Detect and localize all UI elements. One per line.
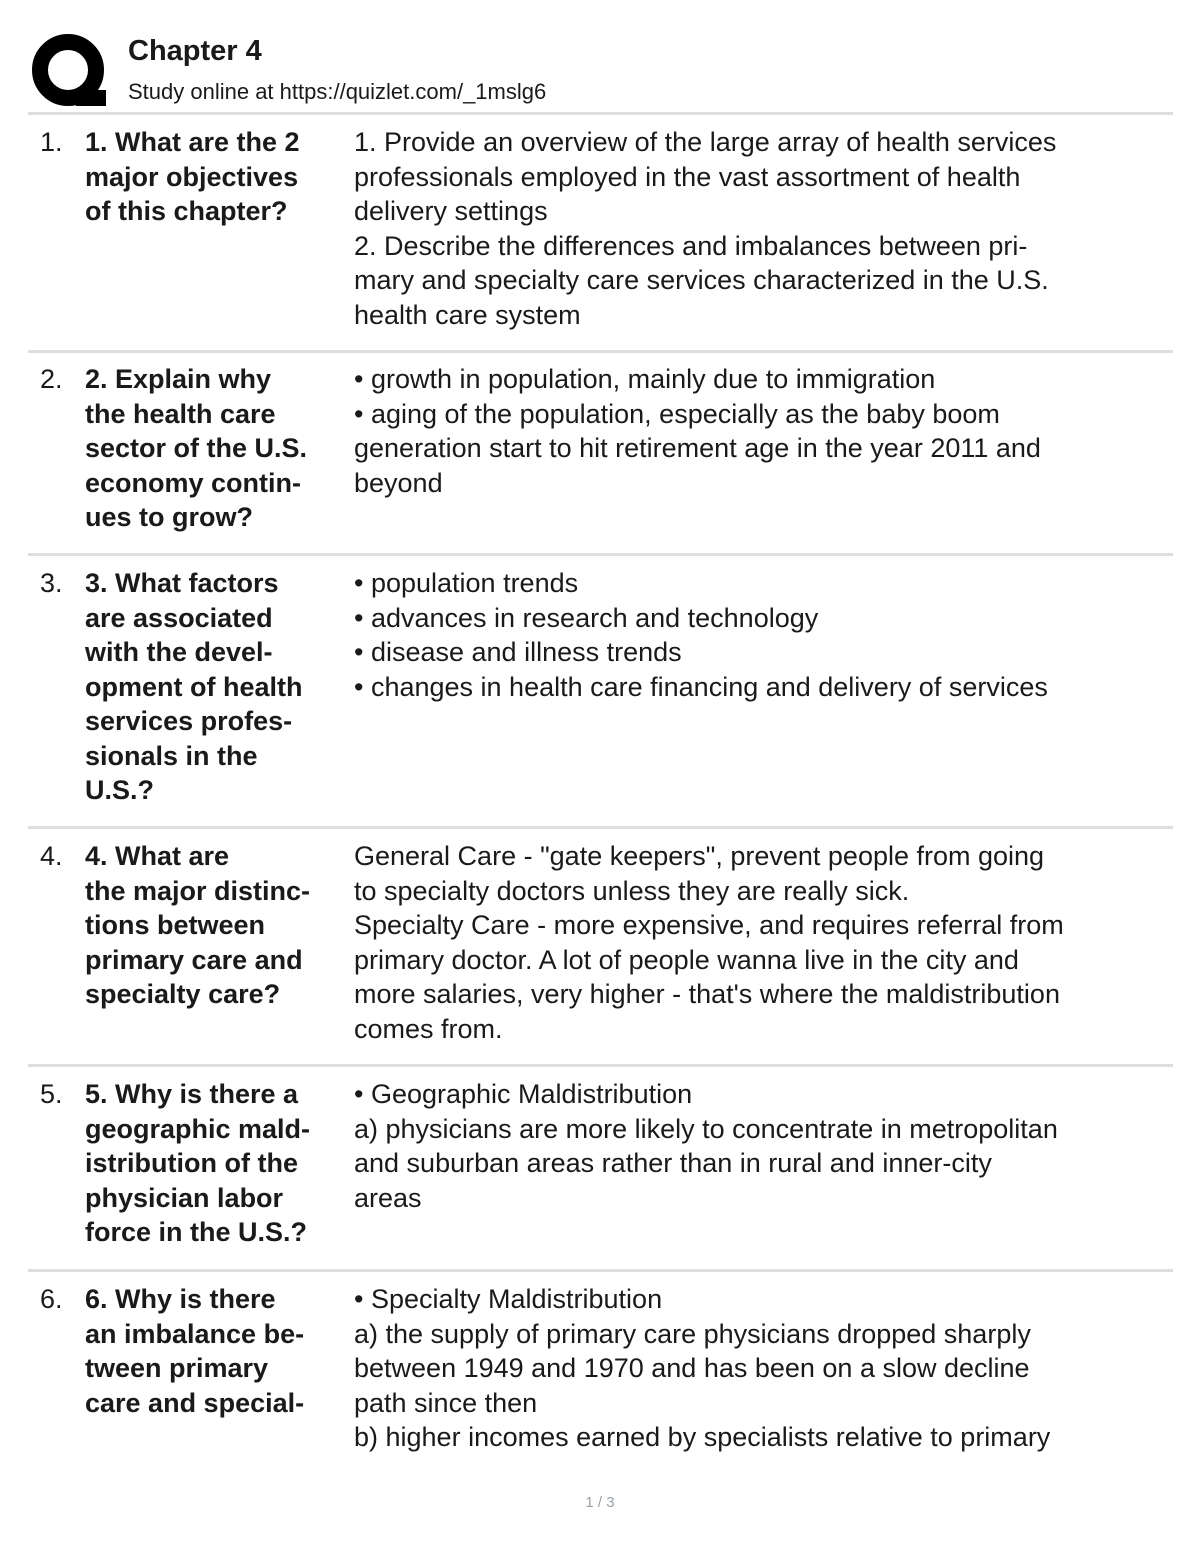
divider (28, 1269, 1173, 1272)
page-title: Chapter 4 (128, 35, 262, 67)
card-question: 1. What are the 2 major objectives of this chapter? (85, 127, 300, 226)
card-question: 4. What are the major distinc- tions between primary care and specialty care? (85, 841, 311, 1009)
card-question: 2. Explain why the health care sector of the U.S. economy contin- ues to grow? (85, 364, 308, 532)
card-number: 4. (40, 841, 63, 871)
divider (28, 350, 1173, 353)
card-number: 5. (40, 1079, 63, 1109)
divider (28, 826, 1173, 829)
card-question: 5. Why is there a geographic mald- istribution of the physician labor force in the U.S.? (85, 1079, 311, 1247)
divider (28, 1064, 1173, 1067)
card-answer: • growth in population, mainly due to immigration • aging of the population, especially as the baby boom generation start to hit retirement age in the year 2011 and beyond (354, 364, 1041, 498)
page-header (30, 28, 1172, 112)
divider (28, 112, 1173, 115)
card-number: 6. (40, 1284, 63, 1314)
card-number: 2. (40, 364, 63, 394)
study-online-link[interactable]: Study online at https://quizlet.com/_1mslg6 (128, 79, 547, 104)
card-question: 3. What factors are associated with the devel- opment of health services profes- sionals in the U.S.? (85, 568, 303, 805)
card-answer: General Care - "gate keepers", prevent people from going to specialty doctors unless they are really sick. Specialty Care - more expensive, and requires referral from primary doctor. A lot of people wanna live in the city and more salaries, very higher - that's where the maldistribution comes from. (354, 841, 1064, 1044)
card-answer: • Specialty Maldistribution a) the supply of primary care physicians dropped sharply between 1949 and 1970 and has been on a slow decline path since then b) higher incomes earned by specialists relative to primary (354, 1284, 1051, 1452)
card-question: 6. Why is there an imbalance be- tween primary care and special- (85, 1284, 305, 1418)
card-answer: • Geographic Maldistribution a) physicians are more likely to concentrate in metropolitan and suburban areas rather than in rural and inner-city areas (354, 1079, 1058, 1213)
page-number: 1 / 3 (585, 1494, 615, 1511)
card-answer: 1. Provide an overview of the large array of health services professionals employed in the vast assortment of health delivery settings 2. Describe the differences and imbalances between pri- mary and specialty care services characterized in the U.S. health care system (354, 127, 1057, 330)
divider (28, 553, 1173, 556)
card-number: 1. (40, 127, 63, 157)
card-answer: • population trends • advances in research and technology • disease and illness trends • changes in health care financing and delivery of services (354, 568, 1048, 702)
card-number: 3. (40, 568, 63, 598)
quizlet-logo-icon (30, 32, 108, 110)
